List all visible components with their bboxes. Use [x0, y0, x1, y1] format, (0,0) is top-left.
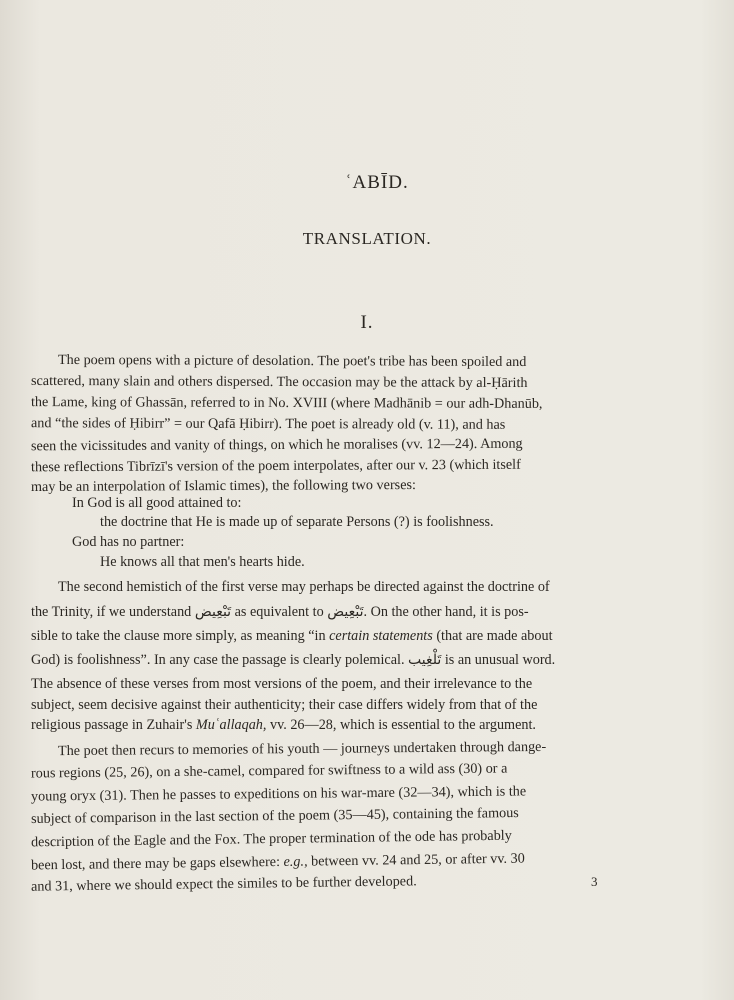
- verse-line: the doctrine that He is made up of separate Persons (?) is foolishness.: [100, 514, 494, 530]
- text-run: as equivalent to: [234, 604, 324, 620]
- text-run: (that are made about: [436, 628, 553, 644]
- text-run: God) is foolishness”. In any case the passage is clearly polemical.: [31, 652, 405, 668]
- paragraph-line: and “the sides of Ḥibirr” = our Qafā Ḥibirr). The poet is already old (v. 11), and has: [30, 415, 506, 433]
- section-heading: TRANSLATION.: [302, 229, 432, 248]
- text-run: between vv. 24 and 25, or after vv. 30: [311, 850, 525, 870]
- paragraph-line: rous regions (25, 26), on a she-camel, compared for swiftness to a wild ass (30) or a: [30, 760, 508, 782]
- italic-run: certain statements: [329, 628, 433, 644]
- text-run: sible to take the clause more simply, as meaning “in: [31, 628, 326, 644]
- verse-line: In God is all good attained to:: [72, 495, 242, 511]
- italic-run: e.g.,: [283, 853, 308, 870]
- text-run: been lost, and there may be gaps elsewhere:: [30, 853, 281, 874]
- text-run: vv. 26—28, which is essential to the argument.: [269, 717, 536, 733]
- paragraph-line: [31, 651, 555, 669]
- text-run: religious passage in Zuhair's: [31, 717, 193, 733]
- paragraph-line: scattered, many slain and others dispersed. The occasion may be the attack by al-Ḥārith: [30, 372, 528, 392]
- paragraph-line: [31, 850, 525, 875]
- text-run: is an unusual word.: [444, 652, 556, 668]
- paragraph-line: and 31, where we should expect the similes to be further developed.: [30, 873, 417, 895]
- arabic-word: تَبْعِيض: [194, 604, 232, 620]
- paragraph-line: [31, 716, 536, 734]
- paragraph-line: subject of comparison in the last section of the poem (35—45), containing the famous: [30, 805, 519, 827]
- paragraph-line: seen the vicissitudes and vanity of things, on which he moralises (vv. 12—24). Among: [30, 435, 523, 455]
- text-run: the Trinity, if we understand: [31, 604, 192, 620]
- paragraph-line: young oryx (31). Then he passes to expeditions on his war-mare (32—34), which is the: [30, 783, 527, 805]
- poet-heading: ʿABĪD.: [345, 172, 409, 193]
- paragraph-line: The poem opens with a picture of desolation. The poet's tribe has been spoiled and: [57, 351, 527, 371]
- paragraph-line: The poet then recurs to memories of his youth — journeys undertaken through dange-: [57, 738, 547, 760]
- verse-line: He knows all that men's hearts hide.: [100, 554, 305, 570]
- verse-line: God has no partner:: [72, 534, 185, 550]
- arabic-word: تَبْعِيض: [327, 604, 364, 620]
- paragraph-line: [31, 627, 553, 645]
- paragraph-line: the Lame, king of Ghassān, referred to in No. XVIII (where Madhānib = our adh-Dhanūb,: [30, 394, 543, 412]
- paragraph-line: these reflections Tibrīzī's version of the poem interpolates, after our v. 23 (which itself: [30, 456, 521, 476]
- paragraph-line: The second hemistich of the first verse may perhaps be directed against the doctrine of: [58, 579, 550, 595]
- page-number: 3: [591, 874, 598, 889]
- poem-numeral: I.: [360, 312, 374, 333]
- paragraph-line: description of the Eagle and the Fox. The proper termination of the ode has probably: [30, 827, 512, 851]
- italic-run: Muʿallaqah,: [195, 717, 267, 733]
- arabic-word: تَلْغِيب: [408, 652, 442, 668]
- paragraph-line: may be an interpolation of Islamic times), the following two verses:: [30, 476, 416, 496]
- paragraph-line: [31, 603, 529, 621]
- paragraph-line: The absence of these verses from most versions of the poem, and their irrelevance to the: [31, 676, 533, 692]
- paragraph-line: subject, seem decisive against their authenticity; their case differs widely from that of the: [31, 697, 538, 713]
- text-run: . On the other hand, it is pos-: [363, 604, 529, 620]
